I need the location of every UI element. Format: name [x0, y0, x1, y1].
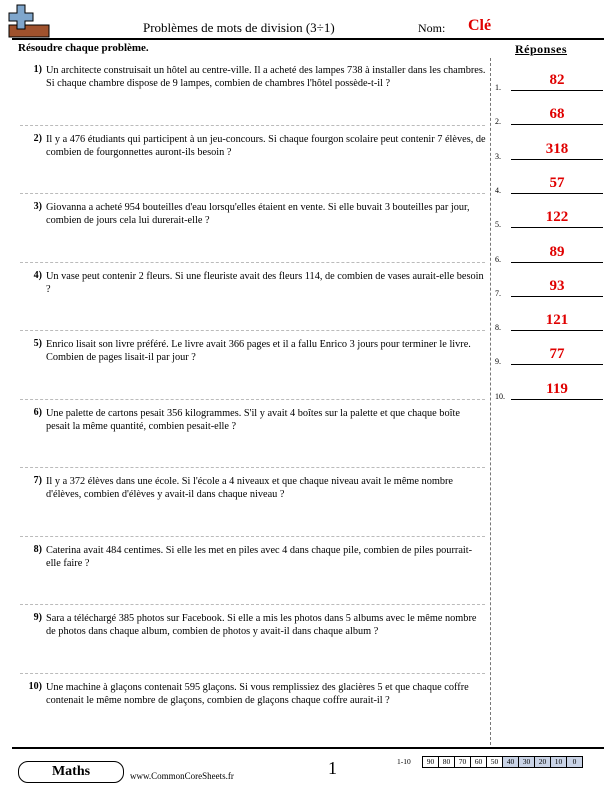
answer-value: 57	[549, 174, 565, 191]
plus-logo-icon	[3, 3, 51, 39]
answer-line	[511, 399, 603, 400]
problem-separator	[20, 467, 485, 468]
answer-number: 10.	[495, 391, 505, 401]
answers-divider	[490, 58, 491, 745]
answer-slot	[495, 72, 605, 92]
answer-value: 318	[545, 140, 569, 157]
answer-line	[511, 330, 603, 331]
answers-heading: Réponses	[515, 42, 568, 56]
answer-number: 6.	[495, 254, 501, 264]
score-cell: 30	[518, 756, 535, 768]
answer-value: 77	[549, 346, 565, 363]
problem-number: 4)	[33, 269, 42, 281]
answer-value: 89	[549, 243, 565, 260]
problem-number: 3)	[33, 201, 42, 212]
problem-item	[22, 133, 487, 193]
brand-badge: Maths	[18, 761, 124, 783]
page-title: Problèmes de mots de division (3÷1)	[143, 20, 335, 35]
problem-separator	[20, 536, 485, 537]
answer-value: 82	[549, 72, 565, 88]
answer-number: 2.	[495, 117, 501, 127]
score-cell: 0	[566, 756, 583, 768]
problem-item	[22, 475, 487, 535]
answer-number: 9.	[495, 357, 501, 367]
footer-rule	[12, 747, 604, 749]
answer-number: 3.	[495, 151, 501, 161]
answer-line	[511, 124, 603, 125]
score-cell: 40	[502, 756, 519, 768]
problem-separator	[20, 330, 485, 331]
problem-number: 6)	[33, 406, 42, 418]
problem-separator	[20, 673, 485, 674]
answer-line	[511, 262, 603, 263]
answer-line	[511, 90, 603, 91]
score-cell: 20	[534, 756, 551, 768]
problem-item	[22, 201, 487, 261]
problem-separator	[20, 604, 485, 605]
header-rule	[12, 38, 604, 40]
problem-number: 2)	[33, 132, 42, 144]
score-cell: 80	[438, 756, 455, 768]
answer-line	[511, 159, 603, 160]
problem-item	[22, 681, 487, 741]
answer-number: 8.	[495, 323, 501, 333]
problem-item	[22, 407, 487, 467]
problem-item	[22, 338, 487, 398]
problem-text: Enrico lisait son livre préféré. Le livre avait 366 pages et il a fallu Enrico 3 jours pour terminer le livre. Combien de pages lisait-il par jour ?	[46, 339, 471, 363]
problem-separator	[20, 193, 485, 194]
answer-value: 121	[545, 312, 569, 329]
answer-line	[511, 193, 603, 194]
problem-text: Caterina avait 484 centimes. Si elle les met en piles avec 4 dans chaque pile, combien de piles pourrait-elle faire ?	[46, 544, 473, 569]
site-url: www.CommonCoreSheets.fr	[130, 771, 234, 781]
answer-value: 93	[549, 277, 565, 294]
answer-slot	[495, 346, 605, 366]
score-cell: 70	[454, 756, 471, 768]
answer-line	[511, 296, 603, 297]
answer-number: 1.	[495, 83, 501, 92]
score-label: 1-10	[397, 757, 411, 766]
score-cell: 60	[470, 756, 487, 768]
problem-separator	[20, 262, 485, 263]
answer-line	[511, 227, 603, 228]
answer-slot	[495, 312, 605, 332]
problem-text: Il y a 476 étudiants qui participent à un jeu-concours. Si chaque fourgon scolaire peut contenir 7 élèves, de combien de fourgonnettes auront-ils besoin ?	[46, 133, 486, 158]
answer-slot	[495, 278, 605, 298]
answer-number: 4.	[495, 185, 501, 195]
problem-item	[22, 544, 487, 604]
score-cell: 90	[422, 756, 439, 768]
problem-separator	[20, 399, 485, 400]
problem-item	[22, 270, 487, 330]
answer-slot	[495, 381, 605, 401]
problem-text: Une machine à glaçons contenait 595 glaçons. Si vous remplissiez des glacières 5 et que chaque coffre contenait le même nombre de glaçons, combien de glaçons chaque coffre aurait-il ?	[46, 681, 469, 706]
problem-item	[22, 612, 487, 672]
problem-separator	[20, 125, 485, 126]
answer-number: 5.	[495, 220, 501, 230]
problem-number: 10)	[28, 680, 42, 692]
problem-text: Un vase peut contenir 2 fleurs. Si une fleuriste avait des fleurs 114, de combien de vases aurait-elle besoin ?	[46, 270, 484, 295]
answer-slot	[495, 141, 605, 161]
problem-number: 5)	[33, 338, 42, 349]
answer-slot	[495, 175, 605, 195]
answer-value: 68	[549, 106, 565, 123]
problem-number: 9)	[33, 612, 42, 623]
problem-text: Une palette de cartons pesait 356 kilogrammes. S'il y avait 4 boîtes sur la palette et que chaque boîte pesait la même quantité, combien pesait-elle ?	[46, 407, 460, 432]
score-cell: 50	[486, 756, 503, 768]
name-value: Clé	[468, 17, 492, 34]
name-label: Nom:	[418, 21, 446, 35]
problem-number: 7)	[33, 475, 42, 486]
answer-value: 119	[546, 380, 568, 397]
score-table	[397, 756, 583, 768]
instruction-text: Résoudre chaque problème.	[18, 42, 149, 54]
score-cell: 10	[550, 756, 567, 768]
answer-line	[511, 364, 603, 365]
problem-text: Un architecte construisait un hôtel au centre-ville. Il a acheté des lampes 738 à installer dans les chambres. Si chaque chambre dispose de 9 lampes, combien de chambres l'hôtel possède-t-il ?	[46, 65, 486, 89]
problem-number: 8)	[33, 543, 42, 555]
problem-text: Sara a téléchargé 385 photos sur Facebook. Si elle a mis les photos dans 5 albums avec le même nombre de photos dans chaque album, combien de photos y avait-il dans chaque album ?	[46, 613, 477, 637]
problem-number: 1)	[33, 64, 42, 75]
answer-number: 7.	[495, 288, 501, 298]
page-number: 1	[328, 758, 337, 778]
answer-slot	[495, 106, 605, 126]
answer-slot	[495, 244, 605, 264]
problem-text: Giovanna a acheté 954 bouteilles d'eau lorsqu'elles étaient en vente. Si elle buvait 3 bouteilles par jour, combien de jours cela lui durerait-elle ?	[46, 202, 470, 226]
problem-item	[22, 64, 487, 124]
answer-slot	[495, 209, 605, 229]
answer-value: 122	[545, 209, 569, 226]
problem-text: Il y a 372 élèves dans une école. Si l'école a 4 niveaux et que chaque niveau avait le même nombre d'élèves, combien d'élèves y avait-il dans chaque niveau ?	[46, 476, 453, 500]
